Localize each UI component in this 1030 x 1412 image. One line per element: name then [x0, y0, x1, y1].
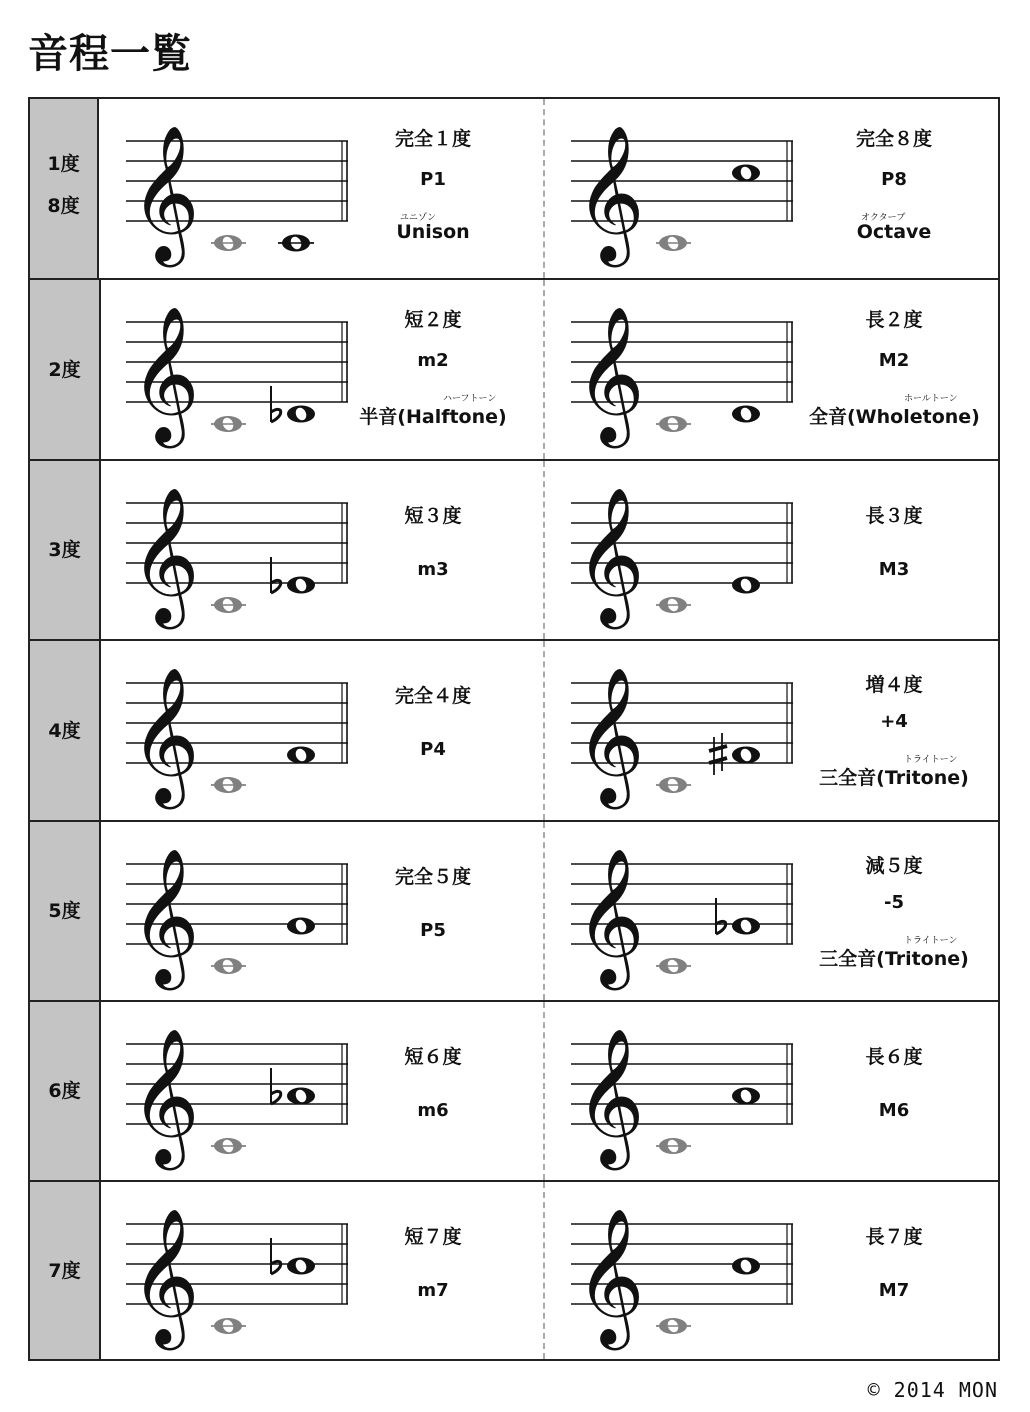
interval-row: [30, 1182, 998, 1359]
staff-notation: [126, 822, 386, 1002]
interval-abbreviation: P8: [881, 169, 907, 190]
interval-cell-left: [101, 822, 544, 1000]
page-title: 音程一覧: [28, 31, 192, 77]
staff-notation: [571, 1182, 831, 1362]
row-label: [30, 99, 99, 278]
interval-name: 減５度: [865, 855, 923, 877]
interval-cell-left: [101, 1002, 544, 1180]
staff-notation: [571, 822, 831, 1002]
interval-common-name: Octave: [856, 221, 932, 243]
svg-text:𝄞: 𝄞: [130, 846, 200, 984]
interval-cell-left: [101, 461, 544, 639]
svg-text:𝄞: 𝄞: [575, 304, 645, 442]
svg-text:𝄞: 𝄞: [130, 304, 200, 442]
staff-notation: [571, 461, 831, 641]
staff-notation: [126, 641, 386, 821]
interval-common-name: Unison: [396, 221, 470, 243]
interval-common-name: 全音(Wholetone): [809, 406, 980, 428]
interval-name: 長２度: [865, 309, 923, 331]
interval-name: 完全４度: [394, 685, 471, 707]
interval-cell-right: [544, 1182, 998, 1359]
staff-notation: [126, 99, 386, 279]
interval-abbreviation: m2: [417, 350, 449, 371]
svg-text:𝄞: 𝄞: [130, 665, 200, 803]
interval-abbreviation: -5: [884, 892, 904, 913]
svg-text:𝄞: 𝄞: [130, 1026, 200, 1164]
interval-name: 短７度: [404, 1226, 462, 1248]
interval-name: 長７度: [865, 1226, 923, 1248]
staff-notation: [571, 280, 831, 460]
interval-name: 短２度: [404, 309, 462, 331]
interval-abbreviation: m7: [417, 1280, 449, 1301]
svg-text:𝄞: 𝄞: [130, 1206, 200, 1344]
staff-notation: [126, 1182, 386, 1362]
interval-cell-right: [544, 99, 998, 278]
interval-abbreviation: M3: [878, 559, 910, 580]
row-label: [30, 280, 101, 459]
interval-common-name: 半音(Halftone): [359, 406, 507, 428]
interval-cell-left: [101, 99, 544, 278]
interval-cell-left: [101, 280, 544, 459]
svg-text:𝄞: 𝄞: [575, 1026, 645, 1164]
interval-name: 増４度: [865, 674, 923, 696]
svg-text:𝄞: 𝄞: [130, 123, 200, 261]
interval-row: [30, 280, 998, 461]
interval-cell-right: [544, 641, 998, 820]
row-label: [30, 461, 101, 639]
interval-row: [30, 822, 998, 1002]
staff-notation: [571, 641, 831, 821]
row-label-text: 4度: [48, 719, 81, 742]
interval-table: [28, 97, 1000, 1361]
staff-notation: [126, 461, 386, 641]
interval-name: 短３度: [404, 505, 462, 527]
interval-row: [30, 461, 998, 641]
row-label: [30, 641, 101, 820]
staff-notation: [571, 1002, 831, 1182]
interval-abbreviation: +4: [880, 711, 908, 732]
interval-row: [30, 99, 998, 280]
ruby-reading: ユニゾン: [400, 213, 437, 223]
interval-abbreviation: m6: [417, 1100, 449, 1121]
ruby-reading: オクターブ: [861, 213, 906, 223]
interval-row: [30, 641, 998, 822]
svg-text:𝄞: 𝄞: [575, 1206, 645, 1344]
row-label-text: 6度: [48, 1080, 81, 1102]
interval-abbreviation: M2: [878, 350, 910, 371]
interval-common-name: 三全音(Tritone): [819, 948, 969, 970]
ruby-reading: ハーフトーン: [443, 394, 497, 404]
svg-text:𝄞: 𝄞: [575, 123, 645, 261]
interval-name: 長３度: [865, 505, 923, 527]
interval-cell-right: [544, 461, 998, 639]
row-label-text: 7度: [48, 1259, 81, 1282]
interval-name: 短６度: [404, 1046, 462, 1068]
interval-cell-left: [101, 641, 544, 820]
interval-name: 完全８度: [855, 128, 932, 150]
row-label: [30, 822, 101, 1000]
svg-text:𝄞: 𝄞: [575, 665, 645, 803]
ruby-reading: ホールトーン: [904, 394, 958, 404]
svg-text:𝄞: 𝄞: [130, 485, 200, 623]
row-label-text: 8度: [47, 195, 80, 217]
interval-cell-left: [101, 1182, 544, 1359]
row-label-text: 2度: [48, 358, 81, 381]
ruby-reading: トライトーン: [904, 936, 958, 946]
row-label: [30, 1002, 101, 1180]
ruby-reading: トライトーン: [904, 755, 958, 765]
svg-text:𝄞: 𝄞: [575, 485, 645, 623]
row-label-text: 3度: [48, 539, 81, 561]
interval-abbreviation: P5: [420, 920, 446, 941]
svg-text:𝄞: 𝄞: [575, 846, 645, 984]
interval-abbreviation: M7: [878, 1280, 910, 1301]
interval-name: 長６度: [865, 1046, 923, 1068]
staff-notation: [126, 280, 386, 460]
interval-abbreviation: P1: [420, 169, 446, 190]
interval-abbreviation: P4: [420, 739, 446, 760]
staff-notation: [126, 1002, 386, 1182]
interval-cell-right: [544, 822, 998, 1000]
row-label: [30, 1182, 101, 1359]
copyright-text: © 2014 MON: [867, 1378, 998, 1402]
interval-row: [30, 1002, 998, 1182]
row-label-text: 5度: [48, 900, 81, 922]
interval-cell-right: [544, 280, 998, 459]
interval-name: 完全５度: [394, 866, 471, 888]
interval-common-name: 三全音(Tritone): [819, 767, 969, 789]
row-label-text: 1度: [47, 153, 80, 175]
interval-abbreviation: M6: [878, 1100, 910, 1121]
interval-abbreviation: m3: [417, 559, 449, 580]
interval-name: 完全１度: [394, 128, 471, 150]
interval-cell-right: [544, 1002, 998, 1180]
staff-notation: [571, 99, 831, 279]
